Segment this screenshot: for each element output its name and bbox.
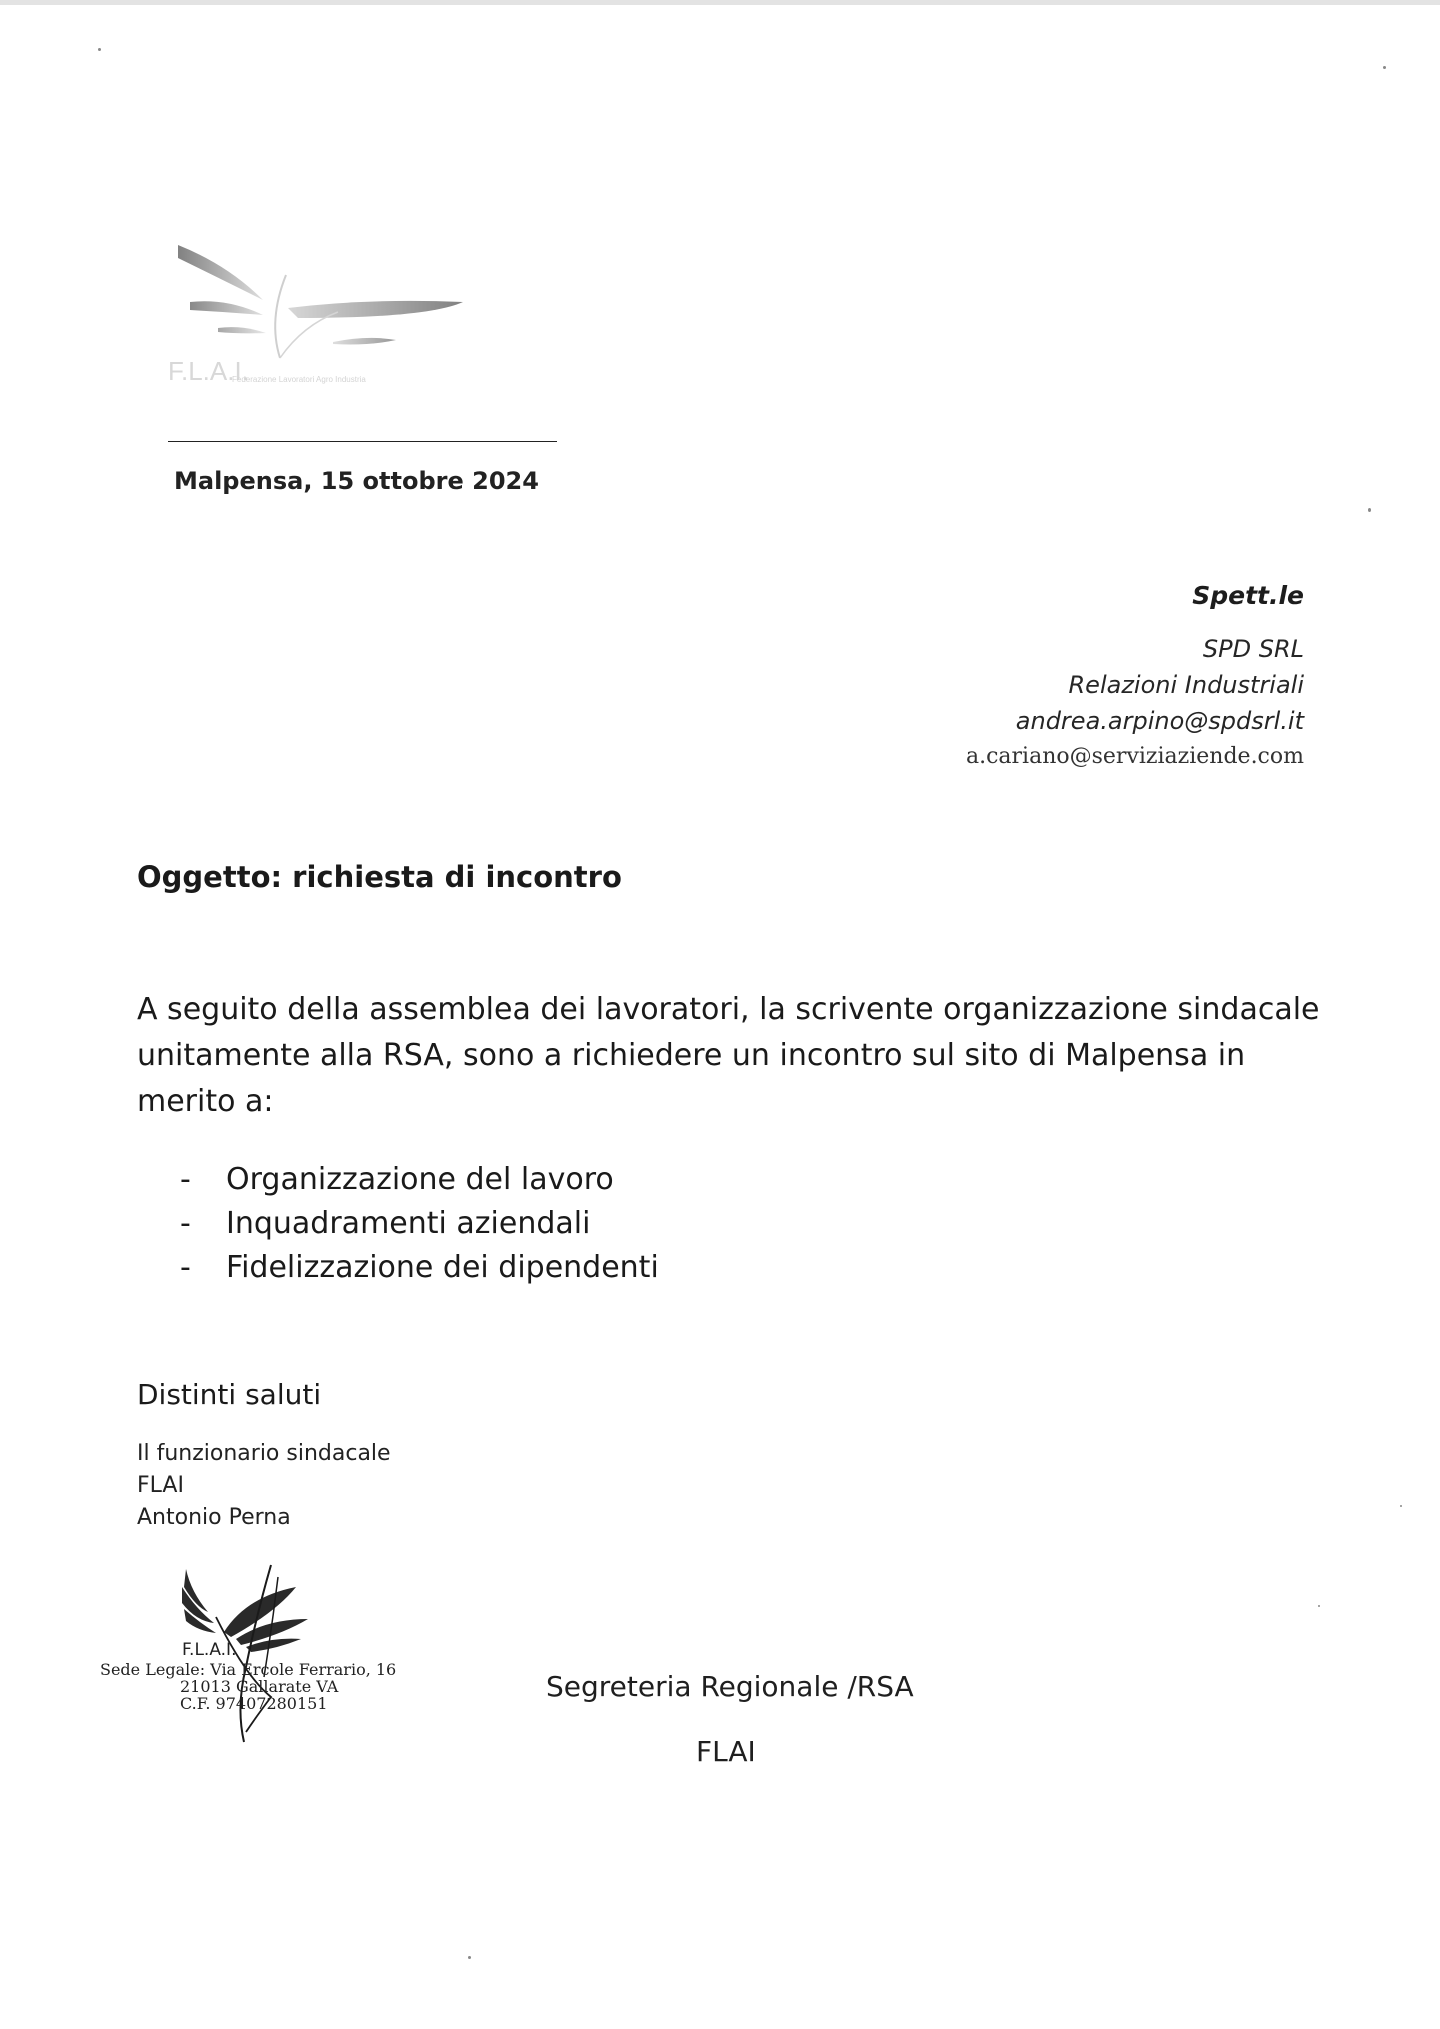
- scan-top-border: [0, 0, 1440, 5]
- stamp-address-line-1: Sede Legale: Via Ercole Ferrario, 16: [100, 1660, 397, 1679]
- signer-org: FLAI: [137, 1473, 184, 1498]
- recipient-company: SPD SRL: [1202, 635, 1304, 663]
- body-line-2: unitamente alla RSA, sono a richiedere un incontro sul sito di Malpensa in merito a:: [137, 1038, 1246, 1119]
- signer-name: Antonio Perna: [137, 1505, 291, 1530]
- topic-text: Fidelizzazione dei dipendenti: [226, 1250, 659, 1285]
- signer-block: [137, 1438, 391, 1534]
- recipient-block: [784, 578, 1304, 775]
- subject-line: Oggetto: richiesta di incontro: [137, 860, 622, 894]
- scan-speck: [1318, 1605, 1320, 1607]
- list-item: [180, 1158, 659, 1202]
- list-bullet: -: [180, 1162, 191, 1197]
- list-bullet: -: [180, 1206, 191, 1241]
- stamp-name: F.L.A.I.: [182, 1640, 237, 1660]
- flai-logo: [168, 240, 488, 390]
- stamp-address-line-3: C.F. 97407280151: [180, 1694, 328, 1713]
- body-paragraph: [137, 987, 1337, 1125]
- secretary-org: FLAI: [696, 1735, 756, 1768]
- closing-salutation: Distinti saluti: [137, 1378, 322, 1411]
- signer-role: Il funzionario sindacale: [137, 1441, 391, 1466]
- recipient-email-1: andrea.arpino@spdsrl.it: [1015, 707, 1304, 735]
- recipient-email-2: a.cariano@serviziaziende.com: [965, 744, 1304, 769]
- recipient-greeting: Spett.le: [1192, 581, 1304, 610]
- logo-tagline: Federazione Lavoratori Agro Industria: [232, 375, 366, 384]
- stamp-logo-and-signature: [96, 1557, 426, 1747]
- scan-speck: [1383, 66, 1386, 69]
- scan-speck: [1400, 1505, 1402, 1507]
- topic-text: Organizzazione del lavoro: [226, 1162, 614, 1197]
- topic-list: [180, 1158, 659, 1290]
- scan-speck: [98, 48, 101, 51]
- stamp-address-line-2: 21013 Gallarate VA: [180, 1677, 339, 1696]
- secretary-title: Segreteria Regionale /RSA: [546, 1670, 914, 1703]
- letterhead-divider: [168, 441, 557, 442]
- scan-speck: [1368, 508, 1371, 512]
- date-line: Malpensa, 15 ottobre 2024: [174, 467, 539, 495]
- logo-text: F.L.A.I.: [168, 356, 249, 386]
- list-item: [180, 1202, 659, 1246]
- stamp-address: [100, 1661, 396, 1712]
- topic-text: Inquadramenti aziendali: [226, 1206, 591, 1241]
- list-item: [180, 1246, 659, 1290]
- recipient-department: Relazioni Industriali: [1068, 671, 1304, 699]
- scan-speck: [468, 1956, 471, 1959]
- list-bullet: -: [180, 1250, 191, 1285]
- body-line-1: A seguito della assemblea dei lavoratori, la scrivente organizzazione sindacale: [137, 992, 1320, 1027]
